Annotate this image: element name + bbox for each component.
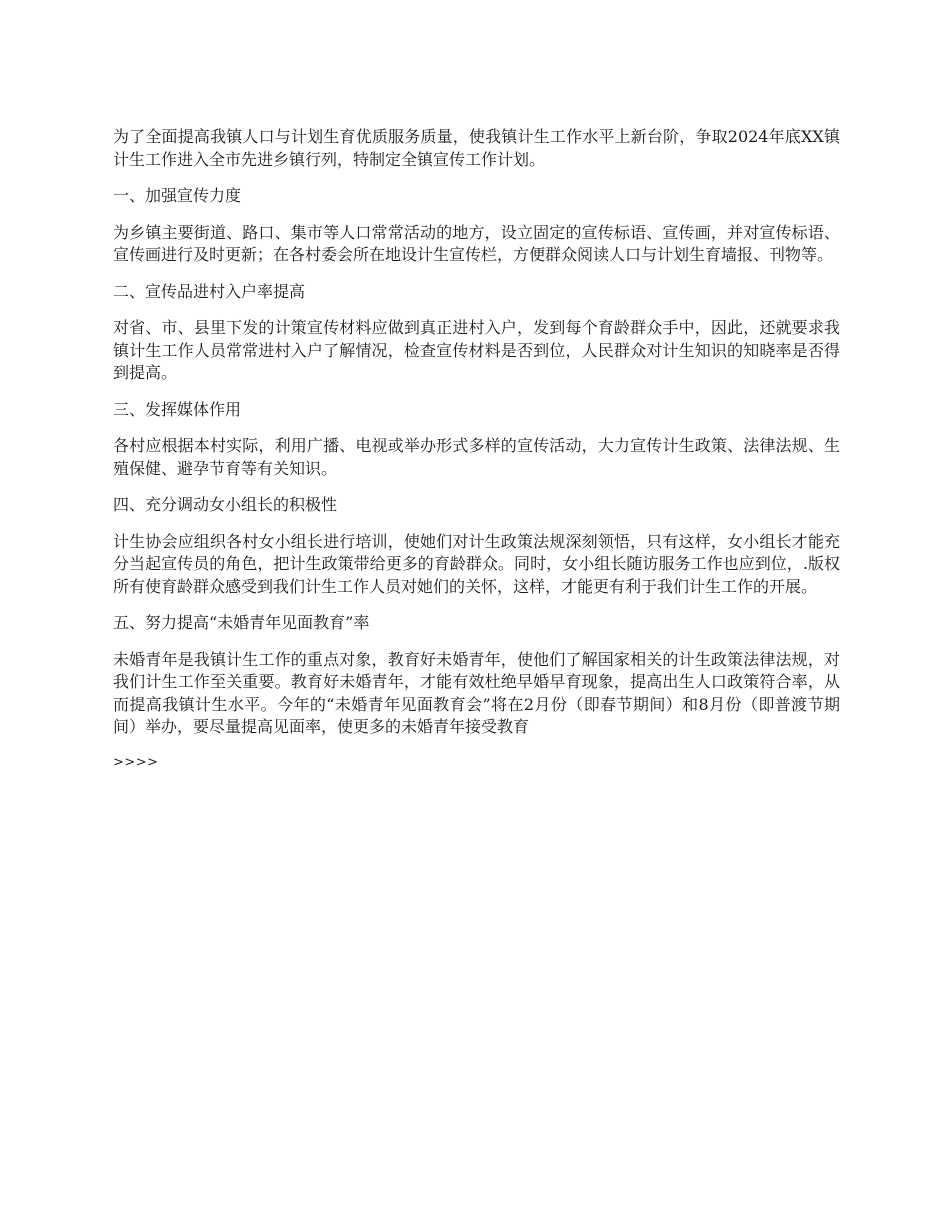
section-body-4: 计生协会应组织各村女小组长进行培训，使她们对计生政策法规深刻领悟，只有这样，女小组长才能充分当起宣传员的角色，把计生政策带给更多的育龄群众。同时，女小组长随访服务工作也应到位，.版权所有使育龄群众感受到我们计生工作人员对她们的关怀，这样，才能更有利于我们计生工作的开展。 bbox=[113, 531, 840, 596]
section-heading-5: 五、努力提高“未婚青年见面教育”率 bbox=[113, 613, 370, 632]
section-body-3: 各村应根据本村实际，利用广播、电视或举办形式多样的宣传活动，大力宣传计生政策、法律法规、生殖保健、避孕节育等有关知识。 bbox=[113, 436, 840, 478]
intro-paragraph: 为了全面提高我镇人口与计划生育优质服务质量，使我镇计生工作水平上新台阶，争取2024年底XX镇计生工作进入全市先进乡镇行列，特制定全镇宣传工作计划。 bbox=[113, 127, 840, 169]
section-body-2: 对省、市、县里下发的计策宣传材料应做到真正进村入户，发到每个育龄群众手中，因此，还就要求我镇计生工作人员常常进村入户了解情况，检查宣传材料是否到位，人民群众对计生知识的知晓率是否得到提高。 bbox=[113, 318, 840, 382]
section-heading-4: 四、充分调动女小组长的积极性 bbox=[113, 495, 338, 514]
section-body-5: 未婚青年是我镇计生工作的重点对象，教育好未婚青年，使他们了解国家相关的计生政策法律法规，对我们计生工作至关重要。教育好未婚青年，才能有效杜绝早婚早育现象，提高出生人口政策符合率，从而提高我镇计生水平。今年的“未婚青年见面教育会”将在2月份（即春节期间）和8月份（即普渡节期间）举办，要尽量提高见面率，使更多的未婚青年接受教育 bbox=[113, 649, 840, 736]
section-body-1: 为乡镇主要街道、路口、集市等人口常常活动的地方，设立固定的宣传标语、宣传画，并对宣传标语、宣传画进行及时更新；在各村委会所在地设计生宣传栏，方便群众阅读人口与计划生育墙报、刊物等。 bbox=[113, 222, 840, 264]
section-heading-3: 三、发挥媒体作用 bbox=[113, 399, 242, 419]
document-body bbox=[113, 126, 840, 773]
continuation-marker: >>>> bbox=[113, 754, 159, 770]
section-heading-2: 二、宣传品进村入户率提高 bbox=[113, 281, 306, 301]
section-heading-1: 一、加强宣传力度 bbox=[113, 186, 242, 205]
